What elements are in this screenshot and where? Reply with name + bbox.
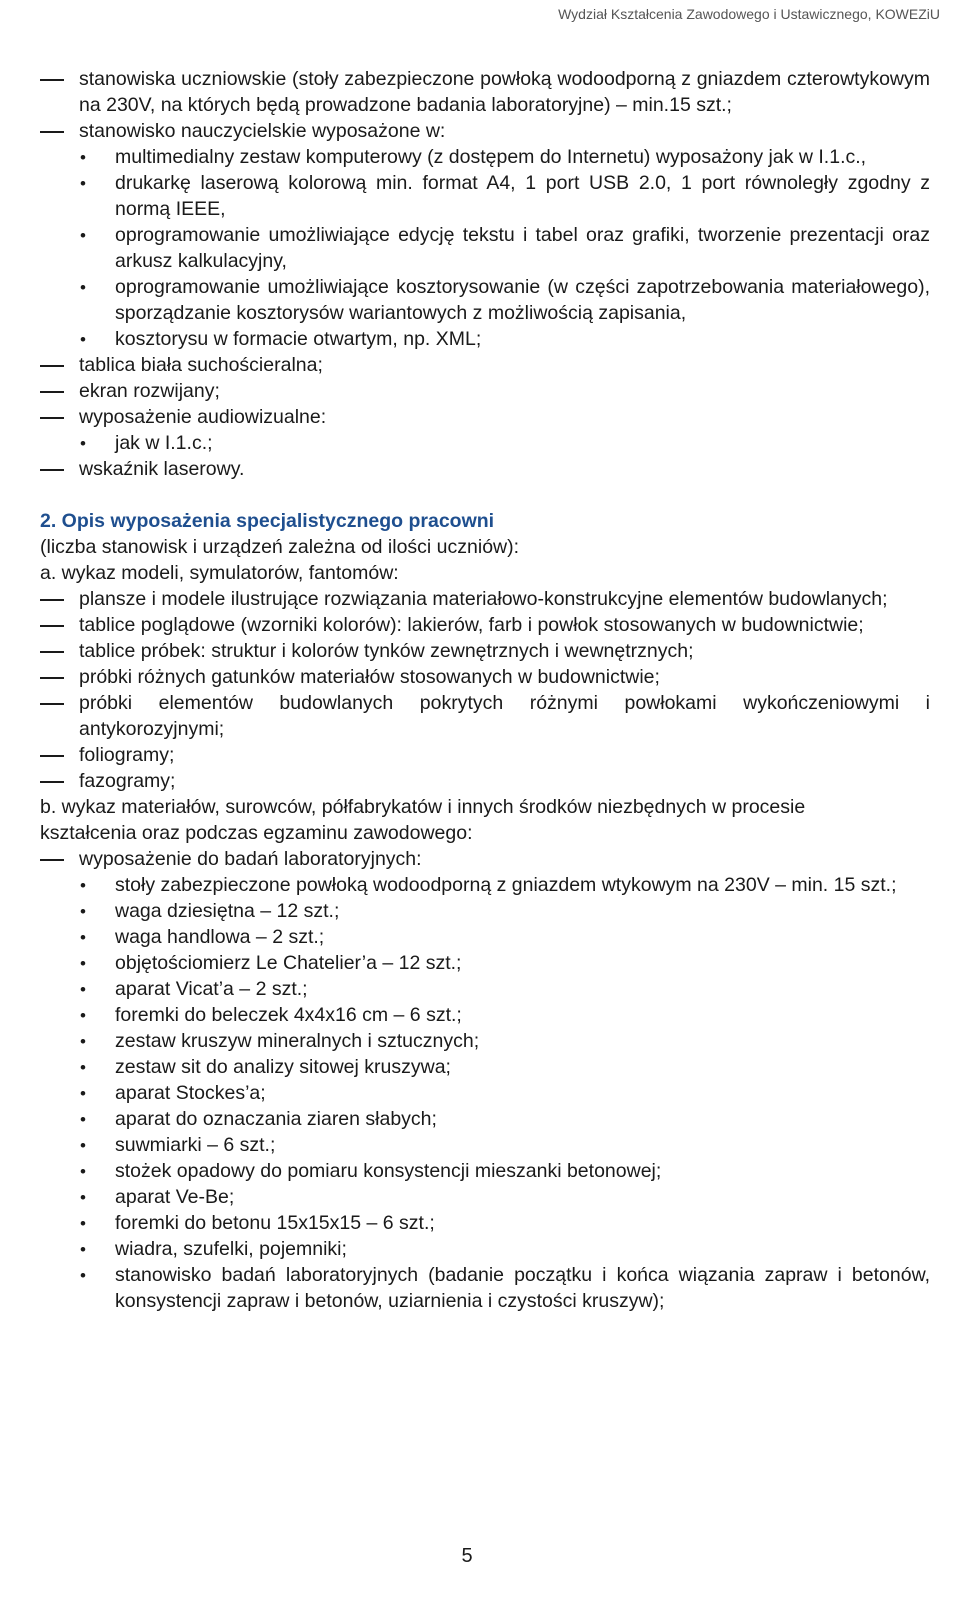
list-item [40,1054,930,1080]
list-item-text: waga handlowa – 2 szt.; [115,926,325,948]
list-item [40,144,930,170]
bullet-marker [80,1184,86,1211]
list-item [40,1184,930,1210]
list-item [40,326,930,352]
list-item [40,690,930,742]
list-item-text: kosztorysu w formacie otwartym, np. XML; [115,328,482,350]
list-item-text: suwmiarki – 6 szt.; [115,1134,276,1156]
list-item [40,456,930,482]
section-subheading: (liczba stanowisk i urządzeń zależna od ilości uczniów): [40,536,520,558]
models-list [40,586,930,794]
list-item [40,976,930,1002]
list-item-text: plansze i modele ilustrujące rozwiązania materiałowo-konstrukcyjne elementów budowlanych; [79,588,888,610]
list-item-text: próbki różnych gatunków materiałów stosowanych w budownictwie; [79,666,660,688]
list-item-text: zestaw sit do analizy sitowej kruszywa; [115,1056,451,1078]
bullet-marker [80,950,86,977]
list-item-text: tablice próbek: struktur i kolorów tynków zewnętrznych i wewnętrznych; [79,640,694,662]
bullet-marker [80,170,86,197]
bullet-marker [80,1028,86,1055]
bullet-marker [80,1262,86,1289]
list-item: wyposażenie do badań laboratoryjnych: [79,848,422,870]
list-item [40,638,930,664]
list-item [40,950,930,976]
list-item-text: foliogramy; [79,744,175,766]
list-item-text: zestaw kruszyw mineralnych i sztucznych; [115,1030,480,1052]
list-item-text: foremki do beleczek 4x4x16 cm – 6 szt.; [115,1004,462,1026]
list-item-text: jak w I.1.c.; [115,432,213,454]
list-b-label: b. wykaz materiałów, surowców, półfabrykatów i innych środków niezbędnych w procesie [40,796,806,818]
list-item-text: stoły zabezpieczone powłoką wodoodporną z gniazdem wtykowym na 230V – min. 15 szt.; [115,874,897,896]
list-item-text: waga dziesiętna – 12 szt.; [115,900,340,922]
list-item [40,1028,930,1054]
list-item [40,742,930,768]
list-item [40,612,930,638]
running-header: Wydział Kształcenia Zawodowego i Ustawicznego, KOWEZiU [558,6,940,22]
list-item-text: wyposażenie audiowizualne: [79,406,327,428]
list-item [40,1236,930,1262]
page-number: 5 [461,1545,473,1567]
list-b-label-continued: kształcenia oraz podczas egzaminu zawodowego: [40,822,473,844]
list-item-text: stanowisko nauczycielskie wyposażone w: [79,120,446,142]
list-item-text: aparat Stockes’a; [115,1082,266,1104]
list-item [40,404,930,430]
list-item [40,274,930,326]
bullet-marker [80,1054,86,1081]
list-item-text: fazogramy; [79,770,176,792]
list-item [40,1106,930,1132]
list-item [40,1210,930,1236]
list-item-text: aparat Ve-Be; [115,1186,235,1208]
bullet-marker [80,924,86,951]
list-item-text: drukarkę laserową kolorową min. format A4, 1 port USB 2.0, 1 port równoległy zgodny z normą IEEE, [115,172,930,220]
bullet-marker [80,1236,86,1263]
bullet-marker [80,1210,86,1237]
list-item-text: stanowiska uczniowskie (stoły zabezpieczone powłoką wodoodporną z gniazdem czterowtykowym na 230V, na których będą prowadzone badania laboratoryjne) – min.15 szt.; [79,68,930,116]
list-item-text: stanowisko badań laboratoryjnych (badanie początku i końca wiązania zapraw i betonów, konsystencji zapraw i betonów, uziarnienia i czystości kruszyw); [115,1264,930,1312]
list-item [40,170,930,222]
list-item-text: multimedialny zestaw komputerowy (z dostępem do Internetu) wyposażony jak w I.1.c., [115,146,867,168]
list-item [40,66,930,118]
list-item [40,430,930,456]
list-item [40,924,930,950]
list-item-text: objętościomierz Le Chatelier’a – 12 szt.; [115,952,462,974]
list-item-text: oprogramowanie umożliwiające edycję tekstu i tabel oraz grafiki, tworzenie prezentacji oraz arkusz kalkulacyjny, [115,224,930,272]
list-item [40,1080,930,1106]
list-item [40,222,930,274]
bullet-marker [80,1002,86,1029]
list-item-text: tablice poglądowe (wzorniki kolorów): lakierów, farb i powłok stosowanych w budownictwie; [79,614,864,636]
list-item [40,1262,930,1314]
bullet-marker [80,222,86,249]
list-item [40,118,930,144]
list-item-text: oprogramowanie umożliwiające kosztorysowanie (w części zapotrzebowania materiałowego), sporządzanie kosztorysów wariantowych z możliwością zapisania, [115,276,930,324]
list-item-text: stożek opadowy do pomiaru konsystencji mieszanki betonowej; [115,1160,662,1182]
list-item [40,768,930,794]
section-heading: 2. Opis wyposażenia specjalistycznego pracowni [40,510,495,532]
bullet-marker [80,898,86,925]
list-item [40,1002,930,1028]
list-item-text: tablica biała suchościeralna; [79,354,323,376]
bullet-marker [80,326,86,353]
list-item [40,1132,930,1158]
bullet-marker [80,1158,86,1185]
bullet-marker [80,872,86,899]
bullet-marker [80,430,86,457]
equipment-list [40,66,930,482]
list-item [40,664,930,690]
list-item [40,872,930,898]
bullet-marker [80,144,86,171]
list-item-text: wskaźnik laserowy. [79,458,245,480]
list-item-text: ekran rozwijany; [79,380,220,402]
list-item-text: próbki elementów budowlanych pokrytych różnymi powłokami wykończeniowymi i antykorozyjnymi; [79,692,930,740]
list-item [40,898,930,924]
bullet-marker [80,1132,86,1159]
list-item-text: aparat Vicat’a – 2 szt.; [115,978,308,1000]
list-item [40,586,930,612]
list-item-text: foremki do betonu 15x15x15 – 6 szt.; [115,1212,435,1234]
document-body [40,66,930,1314]
list-item [40,378,930,404]
list-a-label: a. wykaz modeli, symulatorów, fantomów: [40,562,399,584]
list-item [40,352,930,378]
list-item-text: aparat do oznaczania ziaren słabych; [115,1108,437,1130]
list-item [40,1158,930,1184]
bullet-marker [80,1080,86,1107]
lab-equipment-list [40,872,930,1314]
bullet-marker [80,1106,86,1133]
bullet-marker [80,274,86,301]
bullet-marker [80,976,86,1003]
list-item-text: wiadra, szufelki, pojemniki; [115,1238,347,1260]
